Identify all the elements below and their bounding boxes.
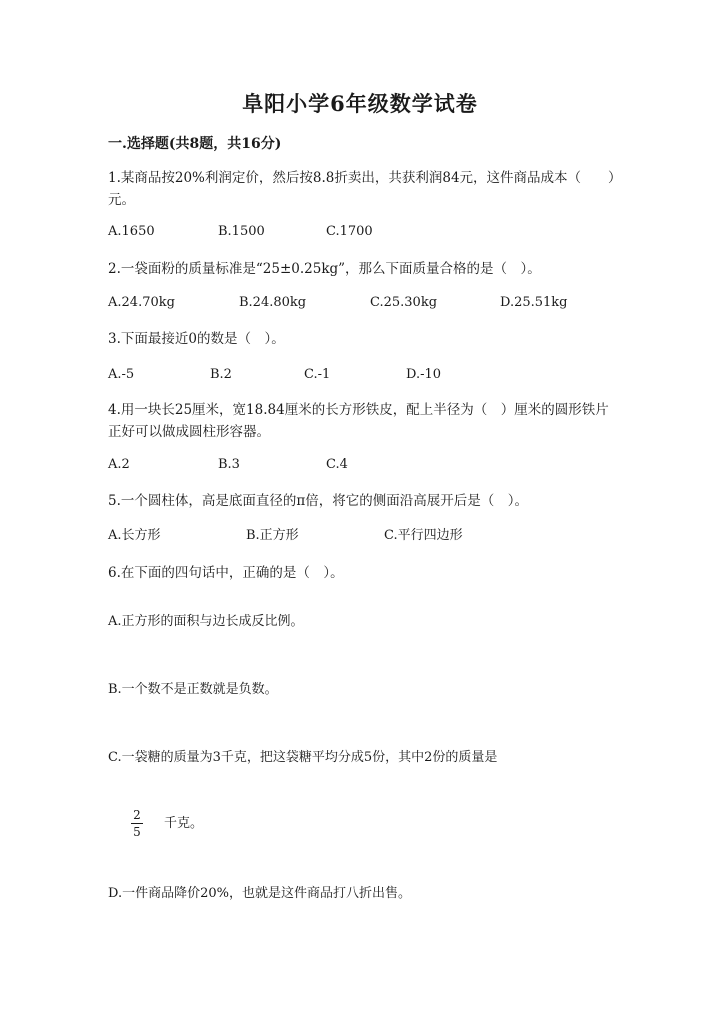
question-3-option-b[interactable]: B.2: [210, 367, 232, 382]
question-6-option-d[interactable]: D.一件商品降价20%，也就是这件商品打八折出售。: [108, 886, 411, 901]
question-5-option-a[interactable]: A.长方形: [108, 528, 161, 543]
fraction-two-fifths: [131, 808, 143, 839]
section-heading: 一.选择题(共8题，共16分): [108, 136, 282, 152]
question-6-option-a[interactable]: A.正方形的面积与边长成反比例。: [108, 614, 304, 629]
question-5-option-b[interactable]: B.正方形: [246, 528, 299, 543]
question-2-option-b[interactable]: B.24.80kg: [239, 295, 307, 310]
question-2-option-a[interactable]: A.24.70kg: [108, 295, 175, 310]
question-5-text: 5.一个圆柱体，高是底面直径的π倍，将它的侧面沿高展开后是（ ）。: [108, 493, 529, 509]
question-6-option-c-unit: 千克。: [164, 816, 204, 831]
question-4-option-a[interactable]: A.2: [108, 457, 130, 472]
fraction-denominator: 5: [133, 825, 141, 839]
question-3-option-a[interactable]: A.-5: [108, 367, 135, 382]
question-6-text: 6.在下面的四句话中，正确的是（ ）。: [108, 565, 344, 581]
question-1-option-b[interactable]: B.1500: [218, 224, 265, 239]
fraction-numerator: 2: [133, 808, 141, 822]
question-3-option-d[interactable]: D.-10: [406, 367, 442, 382]
question-1-text: 1.某商品按20%利润定价，然后按8.8折卖出，共获利润84元，这件商品成本（ ）元。: [108, 170, 615, 208]
question-1-option-a[interactable]: A.1650: [108, 224, 155, 239]
question-2-text: 2.一袋面粉的质量标准是“25±0.25kg”，那么下面质量合格的是（ ）。: [108, 261, 541, 277]
fraction-bar: [131, 823, 143, 824]
question-6-option-b[interactable]: B.一个数不是正数就是负数。: [108, 682, 278, 697]
question-4-text: 4.用一块长25厘米，宽18.84厘米的长方形铁皮，配上半径为（ ）厘米的圆形铁片正好可以做成圆柱形容器。: [108, 402, 609, 440]
question-4-option-c[interactable]: C.4: [326, 457, 348, 472]
question-4-option-b[interactable]: B.3: [218, 457, 240, 472]
question-2-option-c[interactable]: C.25.30kg: [370, 295, 438, 310]
page-title: 阜阳小学6年级数学试卷: [242, 91, 478, 116]
question-6-option-c[interactable]: C.一袋糖的质量为3千克，把这袋糖平均分成5份，其中2份的质量是: [108, 750, 498, 765]
question-3-option-c[interactable]: C.-1: [304, 367, 331, 382]
question-1-option-c[interactable]: C.1700: [326, 224, 373, 239]
question-3-text: 3.下面最接近0的数是（ ）。: [108, 331, 285, 347]
question-5-option-c[interactable]: C.平行四边形: [384, 528, 463, 543]
question-2-option-d[interactable]: D.25.51kg: [500, 295, 568, 310]
